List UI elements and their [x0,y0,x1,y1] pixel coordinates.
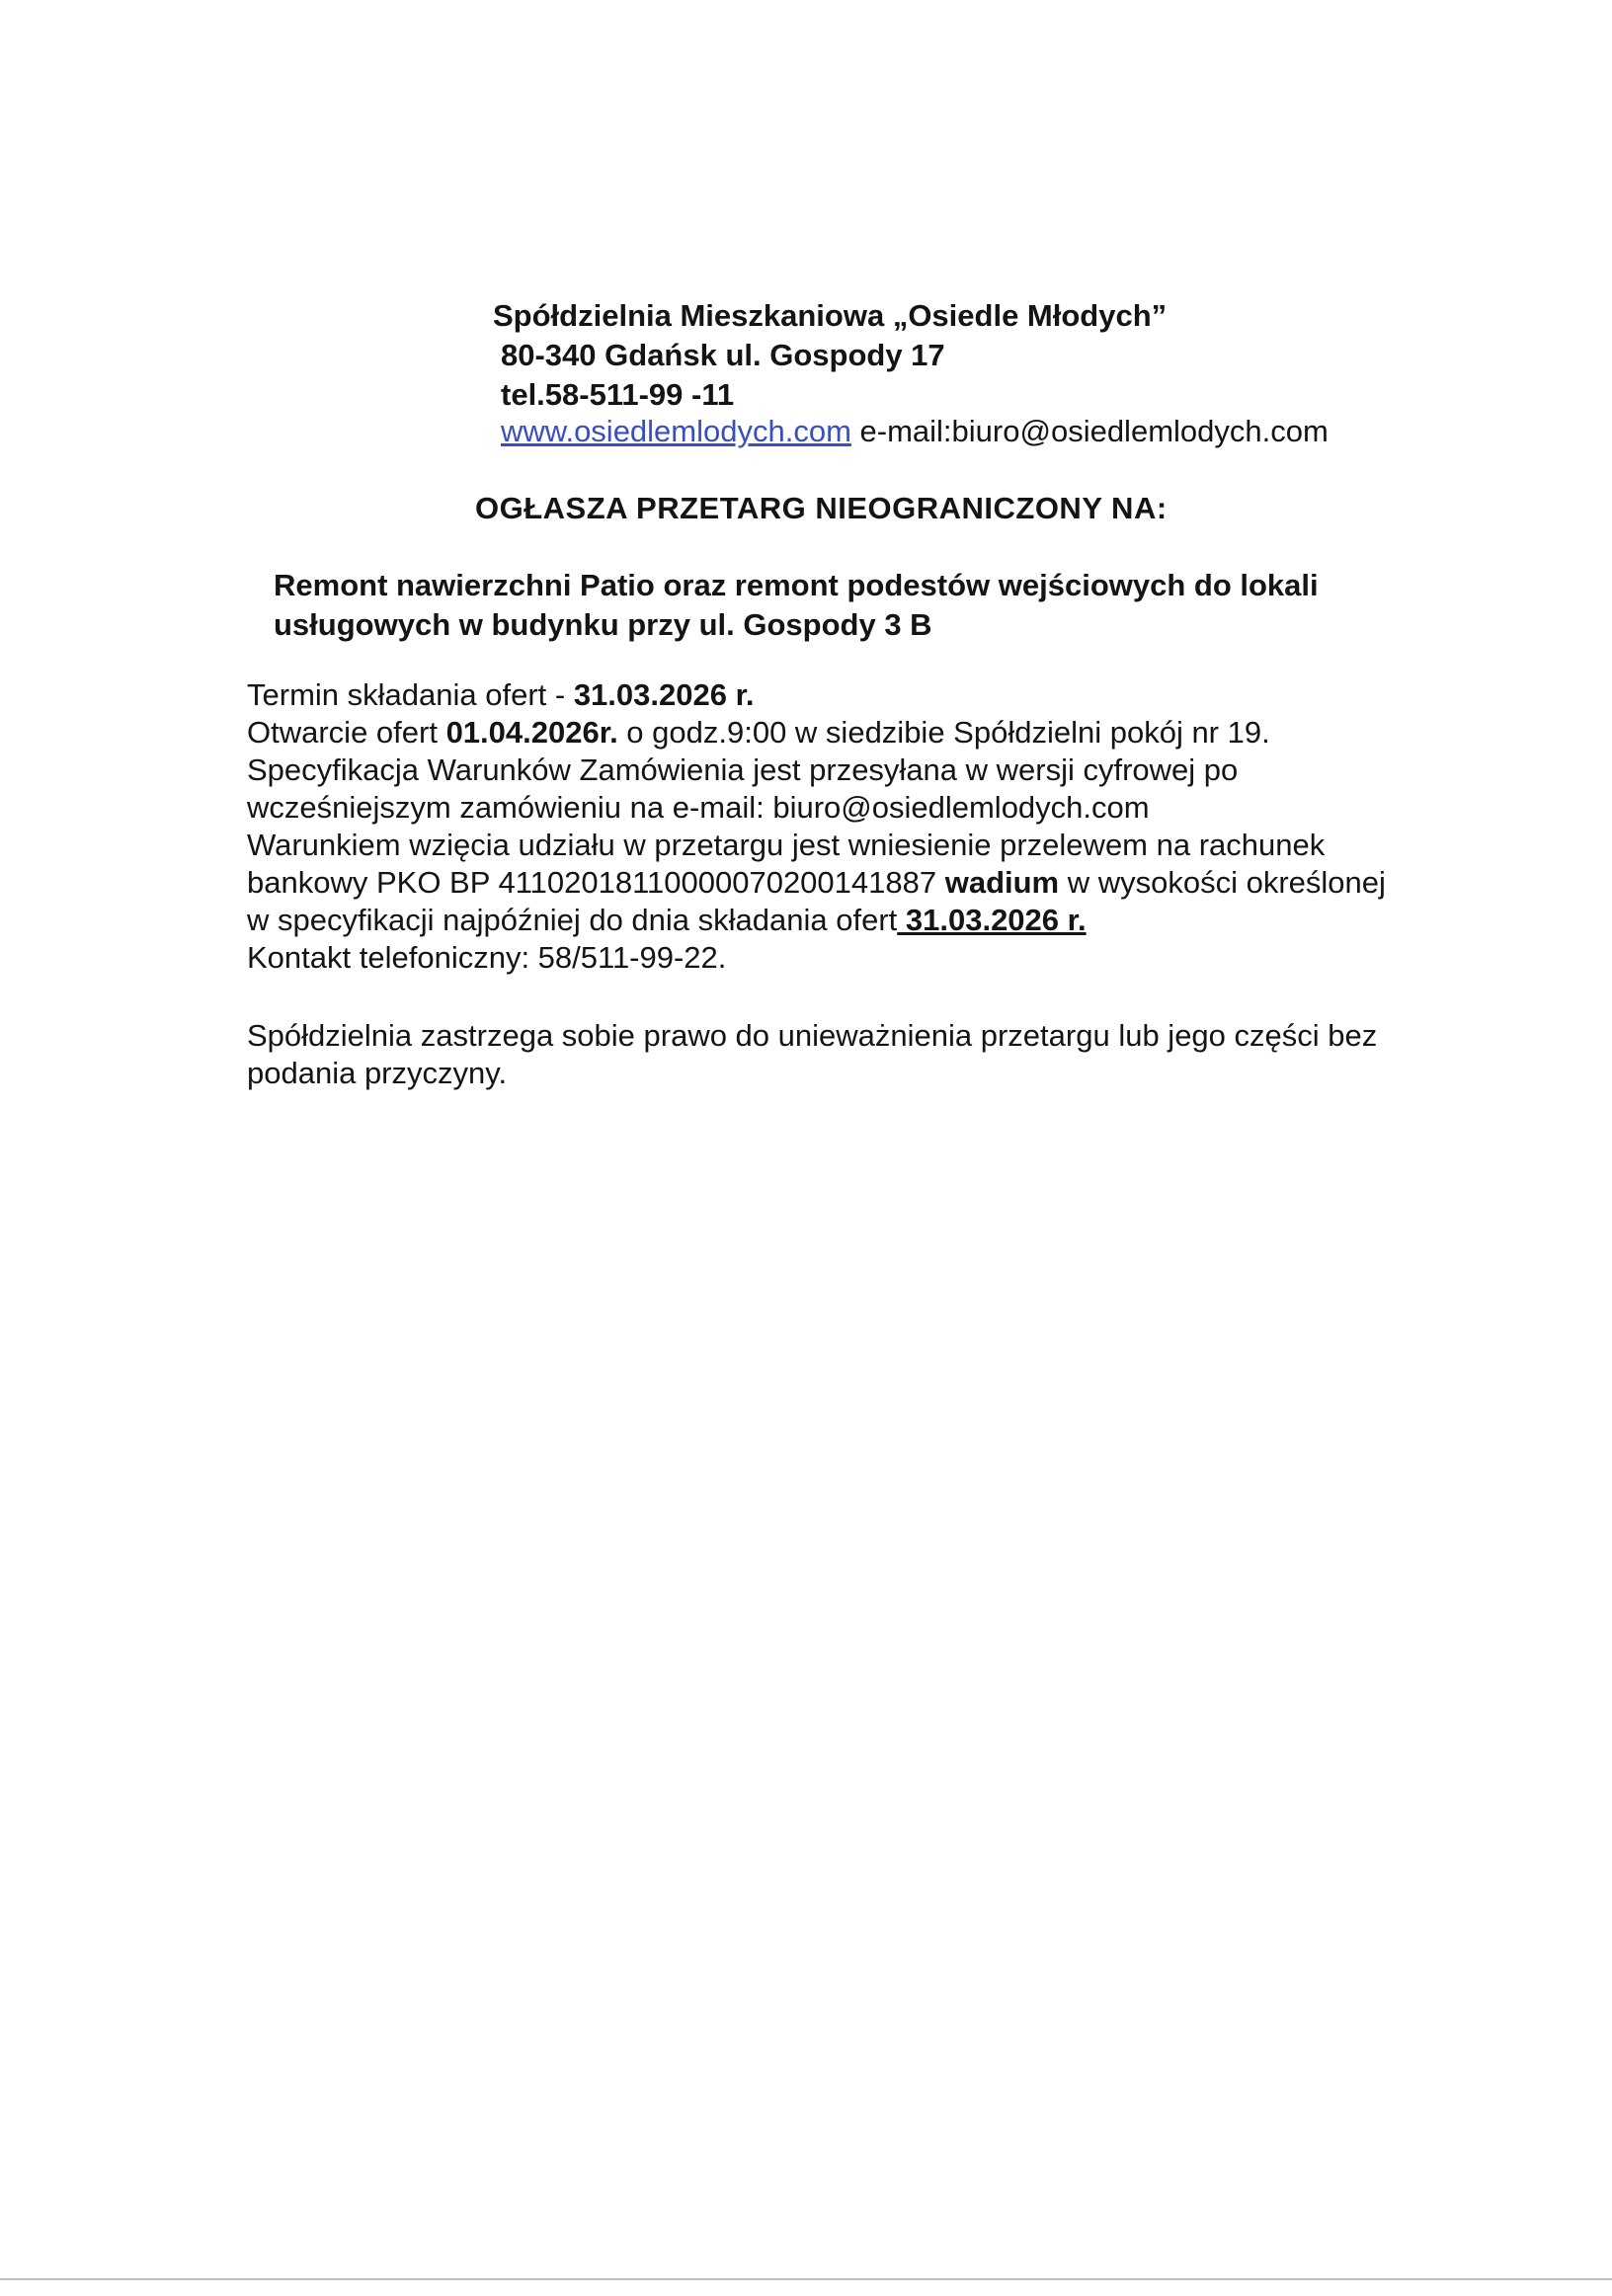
subject-line-2: usługowych w budynku przy ul. Gospody 3 B [274,607,932,642]
scan-edge-divider [0,2278,1612,2280]
website-link[interactable]: www.osiedlemlodych.com [501,414,851,448]
closing-line-2: podania przyczyny. [247,1056,508,1090]
subject-line-1: Remont nawierzchni Patio oraz remont podestów wejściowych do lokali [274,568,1319,602]
spec-line-1: Specyfikacja Warunków Zamówienia jest przesyłana w wersji cyfrowej po [247,752,1239,787]
tender-details [247,676,1491,977]
opening-rest: o godz.9:00 w siedzibie Spółdzielni pokój nr 19. [617,715,1270,750]
organization-address: 80-340 Gdańsk ul. Gospody 17 [501,338,945,372]
bank-account-text: bankowy PKO BP 41102018110000070200141887 [247,865,945,900]
closing-line-1: Spółdzielnia zastrzega sobie prawo do unieważnienia przetargu lub jego części bez [247,1018,1378,1053]
spec-line-2: wcześniejszym zamówieniu na e-mail: biuro@osiedlemlodych.com [247,790,1150,825]
deadline-line [247,676,1491,714]
deadline-date: 31.03.2026 r. [573,677,755,712]
email-text: e-mail:biuro@osiedlemlodych.com [850,414,1329,448]
condition-line-2 [247,864,1491,902]
opening-line [247,714,1491,752]
condition-line-1: Warunkiem wzięcia udziału w przetargu jest wniesienie przelewem na rachunek [247,828,1326,862]
organization-name: Spółdzielnia Mieszkaniowa „Osiedle Młodych” [493,298,1168,333]
submission-deadline-date: 31.03.2026 r. [897,903,1087,937]
tender-subject [274,566,1459,645]
organization-phone: tel.58-511-99 -11 [501,377,735,412]
deadline-label: Termin składania ofert - [247,677,574,712]
opening-date: 01.04.2026r. [445,715,618,750]
phone-contact: Kontakt telefoniczny: 58/511-99-22. [247,940,727,975]
contact-line [501,414,1329,449]
wadium-text: wadium [944,865,1060,900]
letterhead [493,296,1167,415]
announcement-heading: OGŁASZA PRZETARG NIEOGRANICZONY NA: [475,491,1168,525]
opening-label: Otwarcie ofert [247,715,446,750]
condition-line-3-text: w specyfikacji najpóźniej do dnia składania ofert [247,903,898,937]
closing-statement [247,1017,1491,1092]
condition-line-2-rest: w wysokości określonej [1059,865,1386,900]
condition-line-3 [247,902,1491,939]
